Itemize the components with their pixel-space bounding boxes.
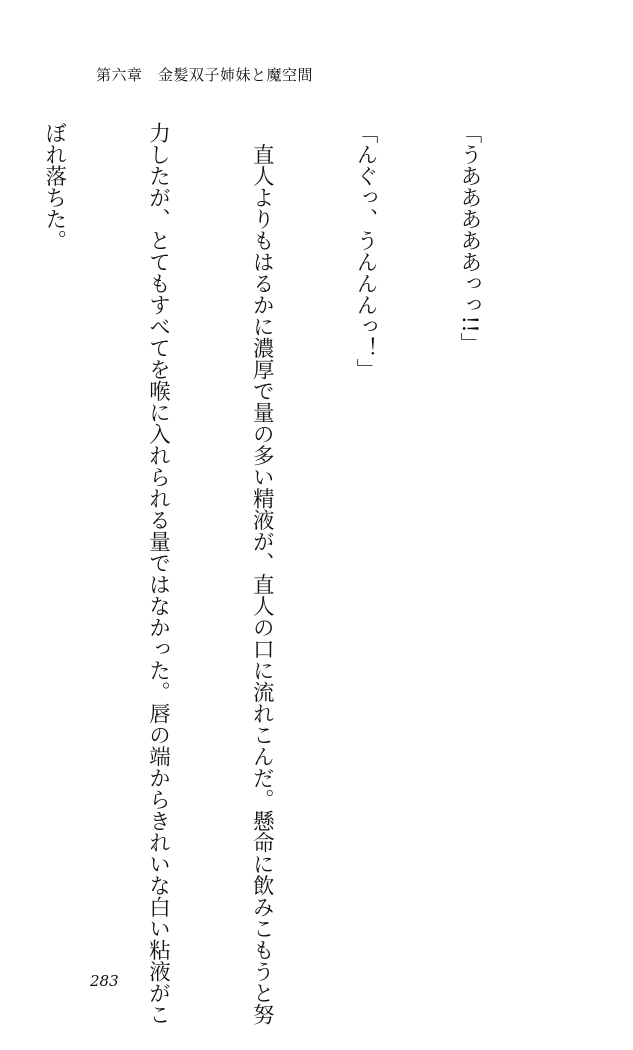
chapter-header: 第六章 金髪双子姉妹と魔空間 xyxy=(96,66,314,84)
text-line: 「んぐっ、うんんんっ！」 xyxy=(353,122,379,380)
page-number: 283 xyxy=(90,972,119,990)
text-line: 直人よりもはるかに濃厚で量の多い精液が、直人の口に流れこんだ。懸命に飲みこもうと努 xyxy=(249,122,275,1025)
text-line: ぼれ落ちた。 xyxy=(41,122,67,251)
body-text xyxy=(0,122,555,1025)
text-line: 力したが、とてもすべてを喉に入れられる量ではなかった。唇の端からきれいな白い粘液がこ xyxy=(145,122,171,1025)
text-line: 「うあああああっっ!!」 xyxy=(456,122,482,355)
